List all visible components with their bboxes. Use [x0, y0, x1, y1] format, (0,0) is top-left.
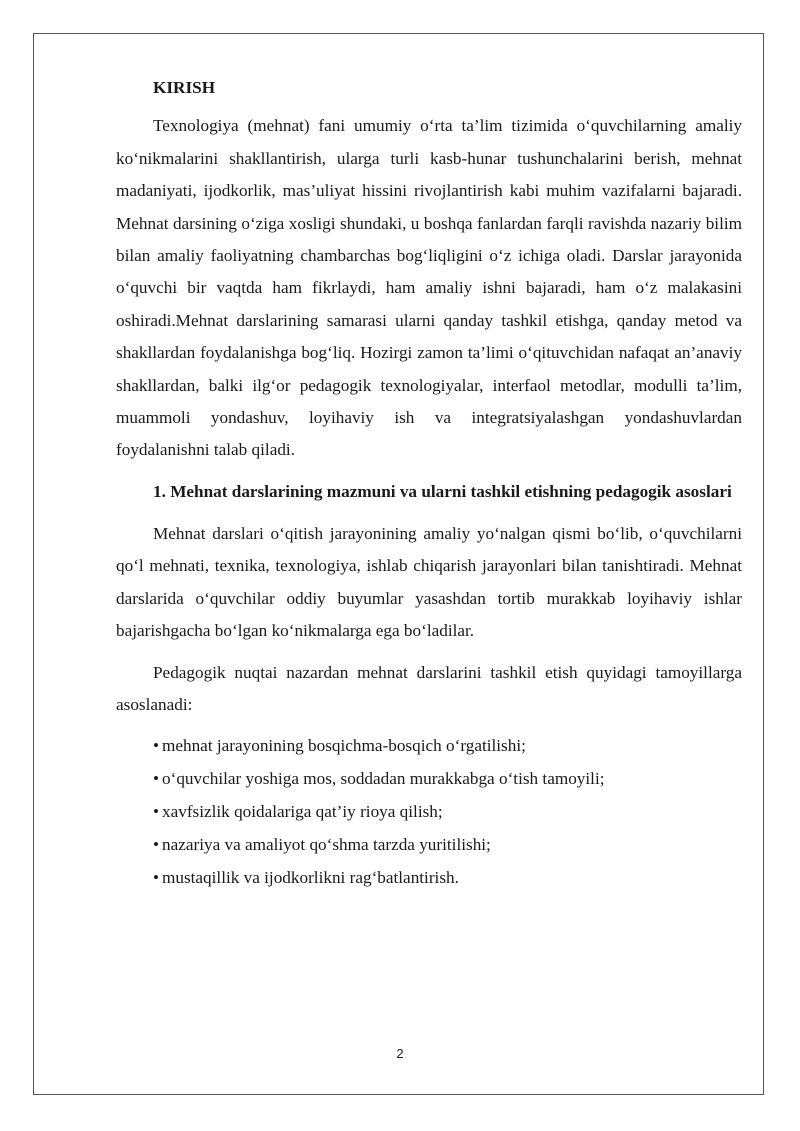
document-body [116, 72, 742, 894]
bullet-icon: • [153, 769, 159, 789]
bullet-icon: • [153, 835, 159, 855]
list-item [153, 729, 742, 762]
page-number: 2 [396, 1046, 404, 1061]
bullet-icon: • [153, 736, 159, 756]
section-paragraph: Mehnat darslari o‘qitish jarayonining amaliy yo‘nalgan qismi bo‘lib, o‘quvchilarni qo‘l mehnati, texnika, texnologiya, ishlab chiqarish jarayonlari bilan tanishtiradi. Mehnat darslarida o‘quvchilar oddiy buyumlar yasashdan tortib murakkab loyihaviy ishlar bajarishgacha bo‘lgan ko‘nikmalarga ega bo‘ladilar. [116, 523, 742, 641]
list-item [153, 861, 742, 894]
list-item-text: nazariya va amaliyot qo‘shma tarzda yuritilishi; [162, 835, 491, 855]
bullet-icon: • [153, 868, 159, 888]
intro-paragraph: Texnologiya (mehnat) fani umumiy o‘rta ta’lim tizimida o‘quvchilarning amaliy ko‘nikmalarini shakllantirish, ularga turli kasb-hunar tushunchalarini berish, mehnat madaniyati, ijodkorlik, mas’uliyat hissini rivojlantirish kabi muhim vazifalarni bajaradi. Mehnat darsining o‘ziga xosligi shundaki, u boshqa fanlardan farqli ravishda nazariy bilim bilan amaliy faoliyatning chambarchas bog‘liqligini o‘z ichiga oladi. Darslar jarayonida o‘quvchi bir vaqtda ham fikrlaydi, ham amaliy ishni bajaradi, ham o‘z malakasini oshiradi.Mehnat darslarining samarasi ularni qanday tashkil etishga, qanday metod va shakllardan foydalanishga bog‘liq. Hozirgi zamon ta’limi o‘qituvchidan nafaqat an’anaviy shakllardan, balki ilg‘or pedagogik texnologiyalar, interfaol metodlar, modulli ta’lim, muammoli yondashuv, loyihaviy ish va integratsiyalashgan yondashuvlardan foydalanishni talab qiladi. [116, 116, 742, 460]
list-item-text: mehnat jarayonining bosqichma-bosqich o‘rgatilishi; [162, 736, 526, 756]
section-title: 1. Mehnat darslarining mazmuni va ularni tashkil etishning pedagogik asoslari [153, 481, 732, 501]
list-item-text: mustaqillik va ijodkorlikni rag‘batlantirish. [162, 868, 459, 888]
list-item [153, 795, 742, 828]
list-item [153, 828, 742, 861]
list-item-text: xavfsizlik qoidalariga qat’iy rioya qilish; [162, 802, 443, 822]
principles-list [116, 729, 742, 894]
list-item [153, 762, 742, 795]
list-item-text: o‘quvchilar yoshiga mos, soddadan murakkabga o‘tish tamoyili; [162, 769, 605, 789]
bullet-icon: • [153, 802, 159, 822]
heading-kirish: KIRISH [153, 78, 216, 97]
principles-intro: Pedagogik nuqtai nazardan mehnat darslarini tashkil etish quyidagi tamoyillarga asoslanadi: [116, 662, 742, 714]
